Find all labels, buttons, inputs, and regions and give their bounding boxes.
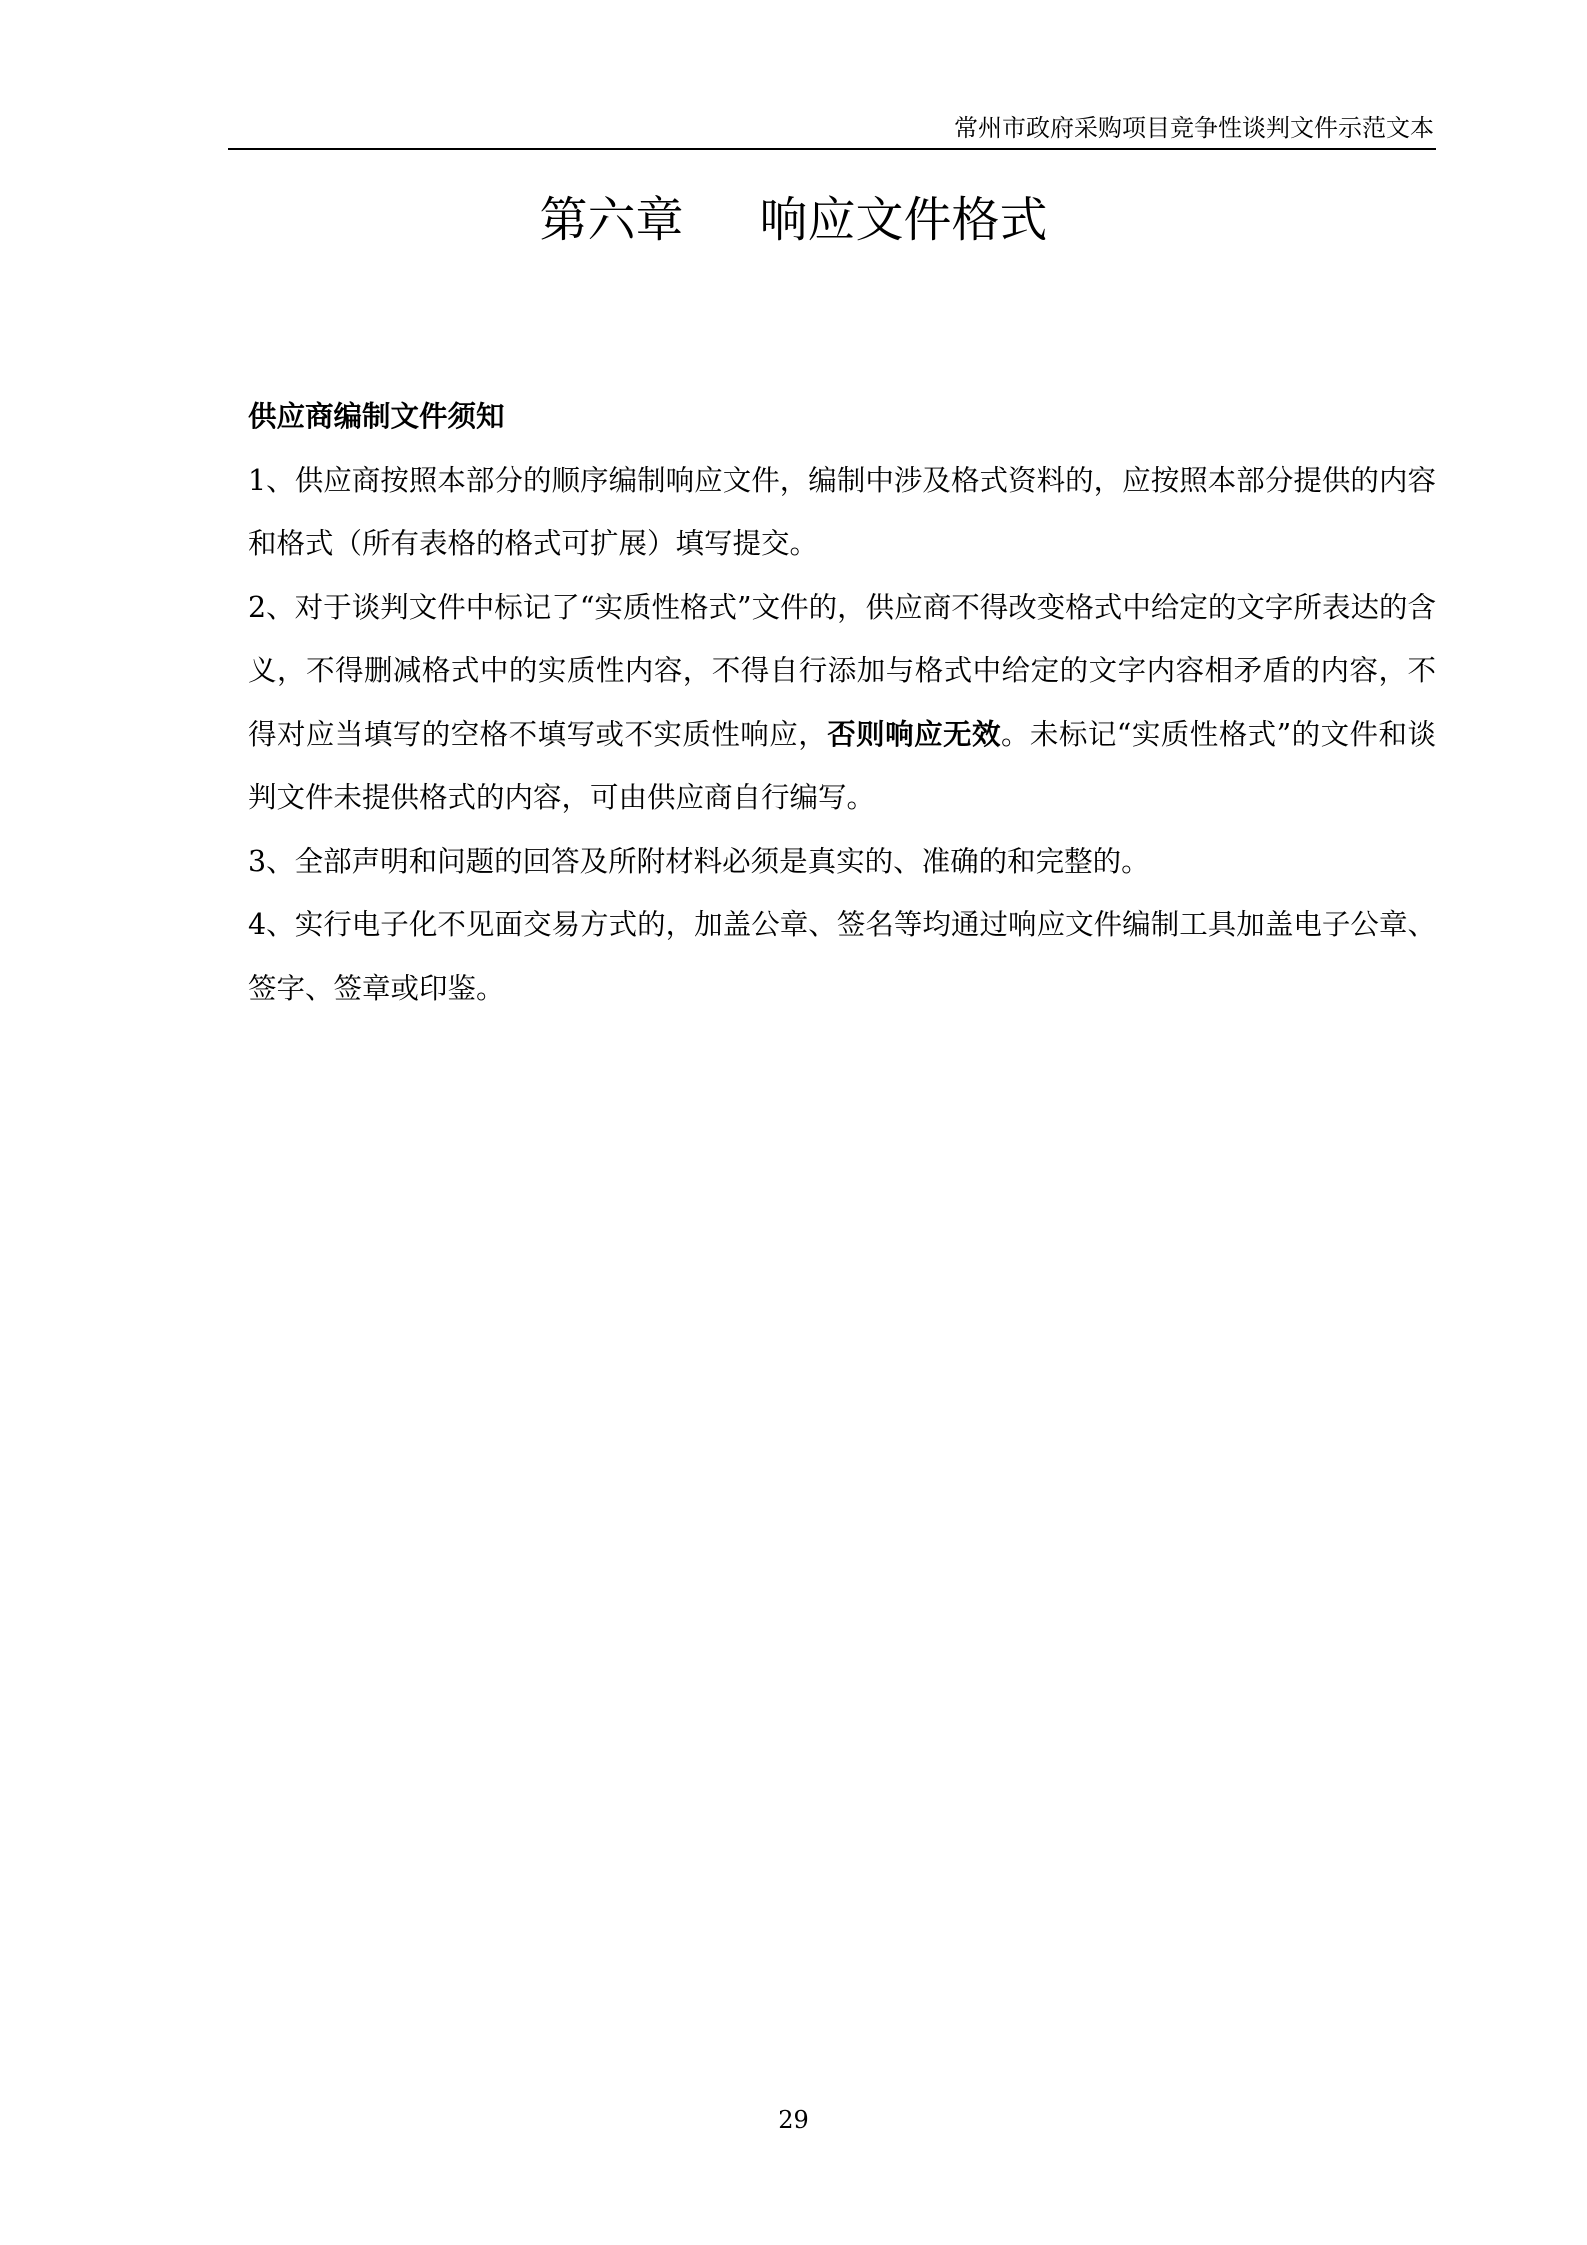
notice-item-2-emphasis: 否则响应无效 [827, 716, 1001, 751]
notice-item-1: 1、供应商按照本部分的顺序编制响应文件，编制中涉及格式资料的，应按照本部分提供的内容和格式（所有表格的格式可扩展）填写提交。 [248, 463, 1436, 560]
chapter-number: 第六章 [539, 192, 684, 248]
page-header [228, 108, 1436, 150]
notice-item-3: 3、全部声明和问题的回答及所附材料必须是真实的、准确的和完整的。 [248, 844, 1150, 878]
notice-item-2 [248, 576, 1436, 830]
notice-section [248, 385, 1436, 1020]
notice-item-4: 4、实行电子化不见面交易方式的，加盖公章、签名等均通过响应文件编制工具加盖电子公章、签字、签章或印鉴。 [248, 908, 1436, 1005]
notice-heading: 供应商编制文件须知 [248, 399, 505, 433]
chapter-title [0, 188, 1587, 252]
notice-item-2-text: 2、对于谈判文件中标记了“实质性格式”文件的，供应商不得改变格式中给定的文字所表达的含义，不得删减格式中的实质性内容，不得自行添加与格式中给定的文字内容相矛盾的内容，不得对应当填写的空格不填写或不实质性响应， [248, 590, 1436, 751]
page-number: 29 [778, 2106, 809, 2134]
chapter-name: 响应文件格式 [759, 192, 1048, 248]
notice-item-2-text-cont: 。未标记“实质性格式”的文件和谈判文件未提供格式的内容，可由供应商自行编写。 [248, 717, 1436, 814]
header-title: 常州市政府采购项目竞争性谈判文件示范文本 [954, 114, 1434, 142]
